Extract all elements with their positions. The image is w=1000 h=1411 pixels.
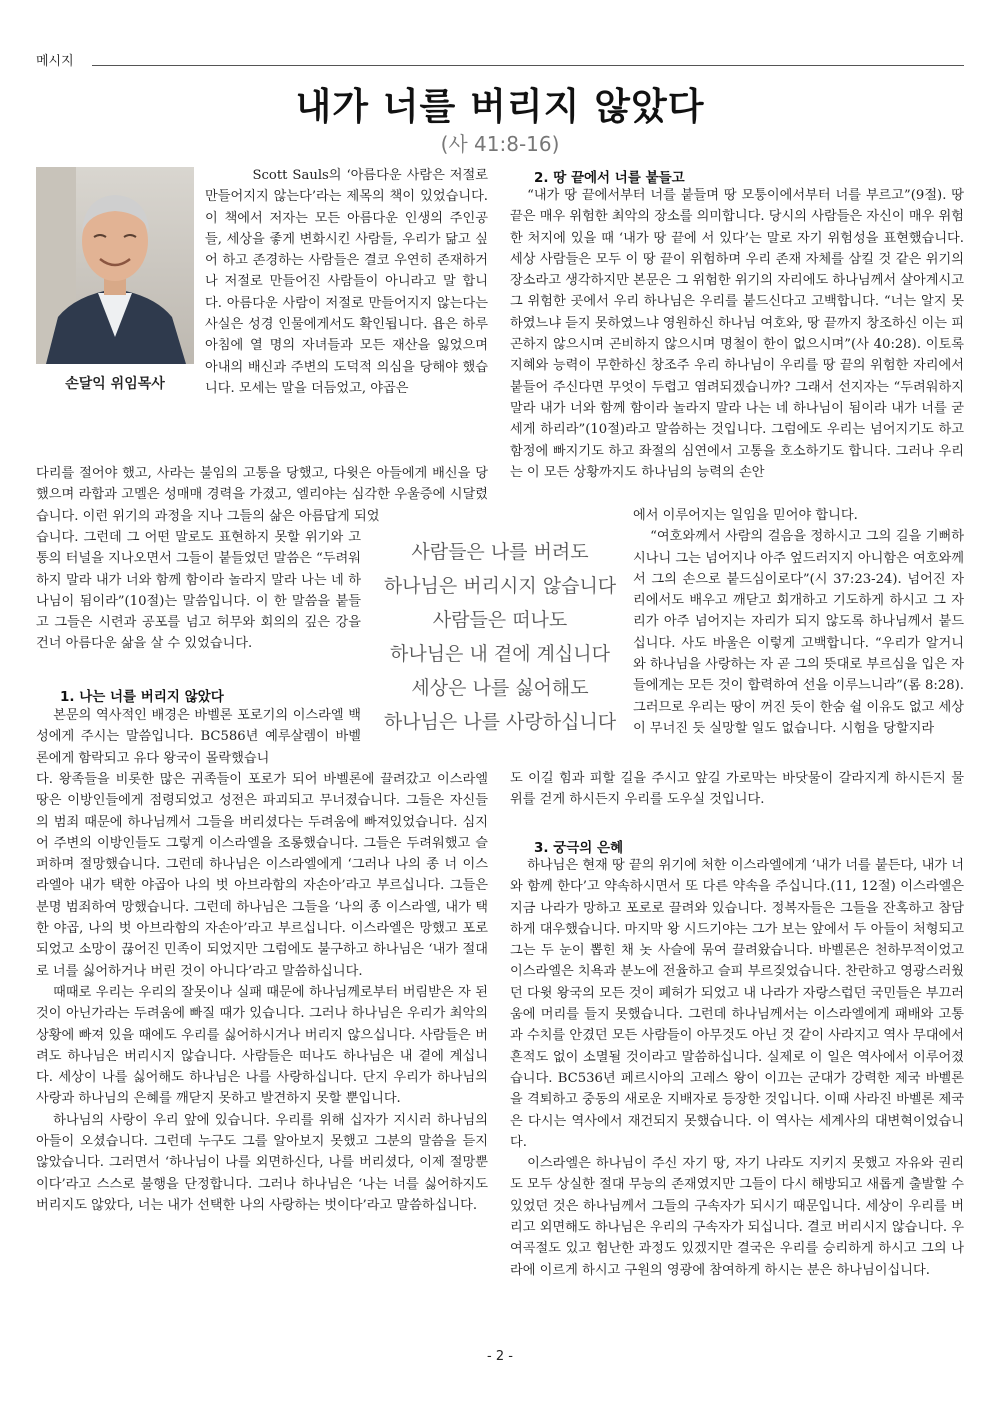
section-2-paragraph-2a: “여호와께서 사람의 걸음을 정하시고 그의 길을 기뻐하시나니 그는 넘어지나 아주 엎드러지지 아니함은 여호와께서 그의 손으로 붙드심이로다”(시 37:23-24). 넘어진 자리에서도 배우고 깨닫고 회개하고 기도하게 하시고 그 자리가 아주 넘어지는 자리가 되지 않도록 하나님께서 붙드십니다. 사도 바울은 이렇게 고백합니다. “우리가 알거니와 하나님을 사랑하는 자 곧 그의 뜻대로 부르심을 입은 자들에게는 모든 것이 합력하여 선을 이루느니라”(롬 8:28). 그러므로 우리는 땅이 꺼진 듯이 한숨 쉴 이유도 없고 세상이 무너진 듯 실망할 일도 없습니다. 시험을 당할지라 [633, 529, 964, 736]
section-2-body [510, 185, 964, 483]
section-label: 메시지 [36, 54, 74, 69]
section-3-paragraph-2: 이스라엘은 하나님이 주신 자기 땅, 자기 나라도 지키지 못했고 자유와 권리도 모두 상실한 절대 무능의 존재였지만 그들이 다시 해방되고 새롭게 출발할 수 있었던 것은 하나님께서 그들의 구속자가 되시기 때문입니다. 세상이 우리를 버리고 외면해도 하나님은 우리의 구속자가 되십니다. 결코 버리시지 않습니다. 우여곡절도 있고 험난한 과정도 있겠지만 결국은 우리를 승리하게 하시고 그의 나라에 이르게 하시고 구원의 영광에 참여하게 하시는 분은 하나님이십니다. [510, 1156, 964, 1278]
pull-quote-line: 사람들은 나를 버려도 [411, 541, 589, 563]
pull-quote-line: 하나님은 나를 사랑하십니다 [383, 711, 617, 733]
section-2-narrow [633, 505, 964, 739]
section-1-heading: 1. 나는 너를 버리지 않았다 [60, 689, 224, 705]
section-2-paragraph-1b: 에서 이루어지는 일임을 믿어야 합니다. [633, 508, 858, 523]
section-1-paragraph-1a: 본문의 역사적인 배경은 바벨론 포로기의 이스라엘 백성에게 주시는 말씀입니다. BC586년 예루살렘이 바벨론에게 함락되고 유다 왕국이 몰락했습니 [36, 708, 361, 766]
intro-paragraph-1: Scott Sauls의 ‘아름다운 사람은 저절로 만들어지지 않는다’라는 제목의 책이 있었습니다. 이 책에서 저자는 모든 아름다운 인생의 주인공들, 세상을 좋게 변화시킨 사람들, 우리가 닮고 싶어 하고 존경하는 사람들은 결코 우연히 존재하거나 저절로 만들어진 사람들이 아니라고 말 합니다. 아름다운 사람이 저절로 만들어지지 않는다는 사실은 성경 인물에게서도 확인됩니다. 욥은 하루아침에 열 명의 자녀들과 모든 재산을 잃었으며 아내의 배신과 주변의 도덕적 의심을 당해야 했습니다. 모세는 말을 더듬었고, 야곱은 [205, 168, 488, 396]
section-2-paragraph-2b: 도 이길 힘과 피할 길을 주시고 앞길 가로막는 바닷물이 갈라지게 하시든지 물 위를 걷게 하시든지 우리를 도우실 것입니다. [510, 771, 964, 808]
pull-quote-line: 하나님은 내 곁에 계십니다 [389, 643, 610, 665]
section-2-paragraph-1: “내가 땅 끝에서부터 너를 붙들며 땅 모퉁이에서부터 너를 부르고”(9절). 땅 끝은 매우 위험한 최악의 장소를 의미합니다. 당시의 사람들은 자신이 매우 위험한 처지에 있을 때 ‘내가 땅 끝에 서 있다’는 말로 자기 위험성을 표현했습니다. 세상 사람들은 모두 이 땅 끝이 위험하며 우리 존재 자체를 삼킬 것 같은 위기의 장소라고 생각하지만 본문은 그 위험한 위기의 자리에도 하나님께서 살아계시고 그 위험한 곳에서 우리 하나님은 우리를 붙드신다고 고백합니다. “너는 알지 못하였느냐 듣지 못하였느냐 영원하신 하나님 여호와, 땅 끝까지 창조하신 이는 피곤하지 않으시며 곤비하지 않으시며 명철이 한이 없으시며”(사 40:28). 이토록 지혜와 능력이 무한하신 창조주 우리 하나님이 우리를 땅 끝의 위험한 자리에서 붙들어 주신다면 무엇이 두렵고 염려되겠습니까? 그래서 선지자는 “두려워하지 말라 내가 너와 함께 함이라 놀라지 말라 나는 네 하나님이 됨이라 내가 너를 굳세게 하리라”(10절)라고 말씀하는 것입니다. 그럼에도 우리는 넘어지기도 하고 함정에 빠지기도 하고 좌절의 심연에서 고통을 호소하기도 합니다. 그러나 우리는 이 모든 상황까지도 하나님의 능력의 손안 [510, 188, 964, 480]
intro-text-continued [36, 463, 488, 527]
section-1-paragraph-3: 하나님의 사랑이 우리 앞에 있습니다. 우리를 위해 십자가 지시러 하나님의 아들이 오셨습니다. 그런데 누구도 그를 알아보지 못했고 그분의 말씀을 듣지 않았습니다. 그러면서 ‘하나님이 나를 외면하신다, 나를 버리셨다, 이제 절망뿐이다’라고 스스로 불행을 단정합니다. 그러나 하나님은 ‘나는 너를 싫어하지도 버리지도 않았다, 너는 내가 선택한 나의 사랑하는 벗이다’라고 말씀하십니다. [36, 1112, 488, 1213]
author-portrait-illustration [36, 167, 194, 364]
section-3-paragraph-1: 하나님은 현재 땅 끝의 위기에 처한 이스라엘에게 ‘내가 너를 붙든다, 내가 너와 함께 한다’고 약속하시면서 또 다른 약속을 주십니다.(11, 12절) 이스라엘은 지금 나라가 망하고 포로로 끌려와 있습니다. 정복자들은 그들을 잔혹하고 참담하게 대우했습니다. 마지막 왕 시드기야는 그가 보는 앞에서 두 아들이 처형되고 그는 두 눈이 뽑힌 채 놋 사슬에 묶여 끌려왔습니다. 바벨론은 천하무적이었고 이스라엘은 치욕과 분노에 전율하고 슬피 부르짖었습니다. 찬란하고 영광스러웠던 다윗 왕국의 모든 것이 폐허가 되었고 내 나라가 자랑스럽던 국민들은 부끄러움에 머리를 들지 못했습니다. 그런데 하나님께서는 이스라엘에게 패배와 고통과 수치를 안겼던 모든 사람들이 아무것도 아닌 것 같이 사라지고 역사 무대에서 흔적도 없이 소멸될 것이라고 말씀하십니다. 실제로 이 일은 역사에서 이루어졌습니다. BC536년 페르시아의 고레스 왕이 이끄는 군대가 강력한 제국 바벨론을 격퇴하고 중동의 새로운 지배자로 등장한 것입니다. 이때 사라진 바벨론 제국은 다시는 역사에서 재건되지 못했습니다. 이 역사는 세계사의 대변혁이었습니다. [510, 858, 964, 1150]
pull-quote-line: 사람들은 떠나도 [432, 609, 568, 631]
section-1-paragraph-2: 때때로 우리는 우리의 잘못이나 실패 때문에 하나님께로부터 버림받은 자 된 것이 아닌가라는 두려움에 빠질 때가 있습니다. 그러나 하나님은 우리가 최악의 상황에 빠져 있을 때에도 우리를 싫어하시거나 버리지 않으십니다. 사람들은 버려도 하나님은 버리시지 않습니다. 사람들은 떠나도 하나님은 내 곁에 계십니다. 세상이 나를 싫어해도 하나님은 나를 사랑하십니다. 단지 우리가 하나님의 사랑과 하나님의 은혜를 깨닫지 못하고 발견하지 못할 뿐입니다. [36, 984, 488, 1107]
section-1-paragraph-1b: 다. 왕족들을 비롯한 많은 귀족들이 포로가 되어 바벨론에 끌려갔고 이스라엘 땅은 이방인들에게 점령되었고 성전은 파괴되고 무너졌습니다. 그들은 자신들의 범죄 때문에 하나님께서 그들을 버리셨다는 두려움에 빠져있었습니다. 심지어 주변의 이방인들도 그렇게 이스라엘을 조롱했습니다. 그들은 두려워했고 슬퍼하며 절망했습니다. 그런데 하나님은 이스라엘에게 ‘그러나 나의 종 너 이스라엘아 내가 택한 야곱아 나의 벗 아브라함의 자손아’라고 부르십니다. 그들은 분명 범죄하여 망했습니다. 그런데 하나님은 그들을 ‘나의 종 이스라엘, 내가 택한 야곱, 나의 벗 아브라함의 자손아’라고 부르십니다. 이스라엘은 망했고 포로 되었고 소망이 끊어진 민족이 되었지만 그럼에도 불구하고 하나님은 ‘내가 절대로 너를 싫어하거나 버린 것이 아니다’라고 말씀하십니다. [36, 772, 488, 979]
intro-text-narrow [36, 527, 361, 655]
intro-paragraph-2: 다리를 절어야 했고, 사라는 불임의 고통을 당했고, 다윗은 아들에게 배신을 당했으며 라합과 고멜은 성매매 경력을 가졌고, 엘리야는 심각한 우울증에 시달렸습니다. 이런 위기의 과정을 지나 그들의 삶은 아름답게 되었 [36, 466, 488, 524]
author-photo [36, 167, 194, 364]
top-rule [92, 65, 964, 66]
section-2-body-end [510, 768, 964, 811]
pull-quote-line: 하나님은 버리시지 않습니다 [383, 575, 617, 597]
intro-paragraph-3: 습니다. 그런데 그 어떤 말로도 표현하지 못할 위기와 고통의 터널을 지나오면서 그들이 붙들었던 말씀은 “두려워하지 말라 내가 너와 함께 함이라 놀라지 말라 나는 네 하나님이 됨이라”(10절)는 말씀입니다. 이 한 말씀을 붙들고 그들은 시련과 공포를 넘고 허무와 회의의 깊은 강을 건너 아름다운 삶을 살 수 있었습니다. [36, 530, 361, 652]
pull-quote-line: 세상은 나를 싫어해도 [411, 677, 589, 699]
section-3-heading: 3. 궁극의 은혜 [534, 840, 624, 856]
pull-quote [375, 535, 625, 745]
page-number: - 2 - [487, 1349, 513, 1364]
section-2-heading: 2. 땅 끝에서 너를 붙들고 [534, 170, 685, 186]
intro-text-block [205, 165, 488, 399]
section-1-body [36, 769, 488, 1216]
page-title: 내가 너를 버리지 않았다 [295, 85, 705, 128]
section-3-body [510, 855, 964, 1281]
author-caption: 손달익 위임목사 [65, 376, 165, 392]
section-1-narrow [36, 705, 361, 769]
scripture-reference: (사 41:8-16) [440, 132, 560, 156]
